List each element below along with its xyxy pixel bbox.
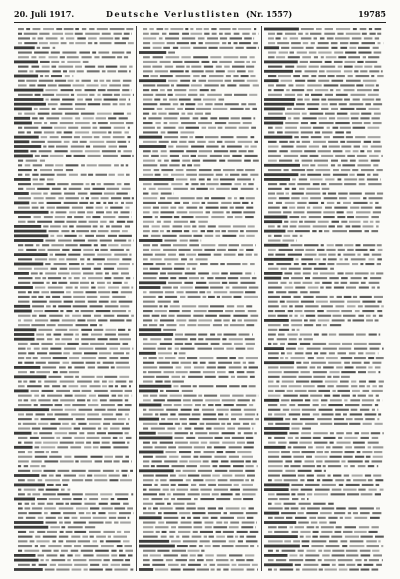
print-texture — [139, 26, 259, 573]
text-column-middle — [139, 26, 259, 573]
text-column-right — [264, 26, 384, 573]
page-title: Deutsche Verlustlisten — [106, 9, 241, 19]
print-texture — [14, 26, 134, 573]
column-divider — [136, 26, 137, 571]
column-divider — [261, 26, 262, 571]
text-column-left — [14, 26, 134, 573]
issue-number: (Nr. 1557) — [246, 9, 293, 19]
page-header — [14, 9, 386, 23]
page-number: 19785 — [358, 9, 386, 19]
print-texture — [264, 26, 384, 573]
header-rule — [14, 22, 386, 23]
page-date: 20. Juli 1917. — [14, 9, 75, 19]
